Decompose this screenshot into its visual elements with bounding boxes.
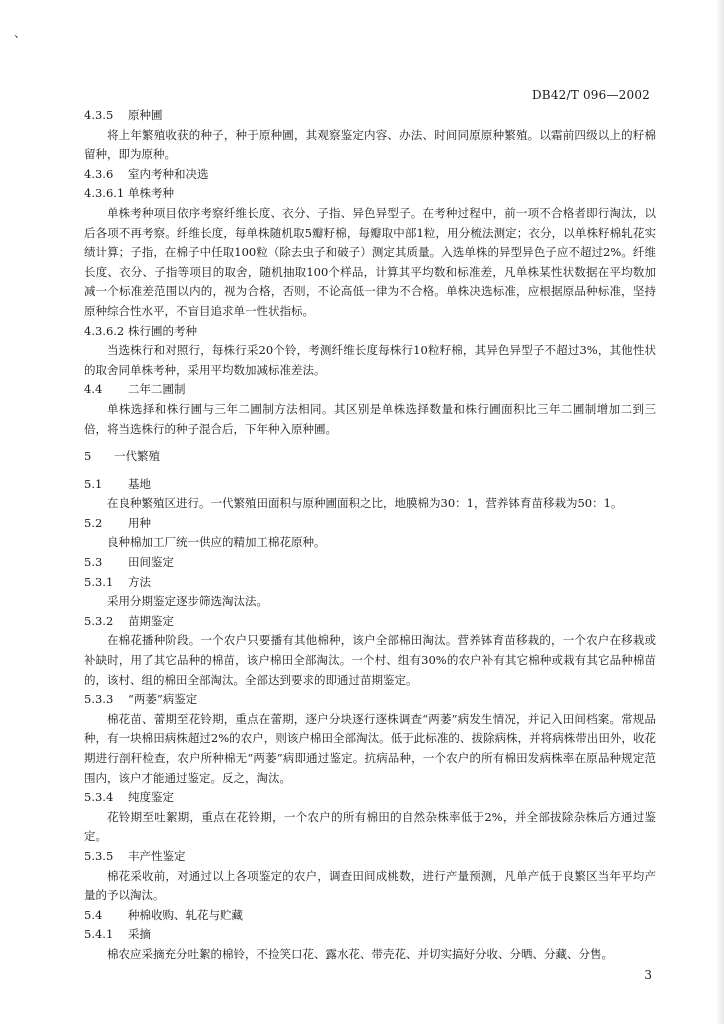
body-paragraph: 在棉花播种阶段。一个农户只要播有其他棉种，该户全部棉田淘汰。营养钵育苗移栽的，一个农户在移栽或补缺时，用了其它品种的棉苗，该户棉田全部淘汰。一个村、组有30%的农户补有其它棉种或栽有其它品种棉苗的，该村、组的棉田全部淘汰。全部达到要求的即通过苗期鉴定。: [84, 633, 656, 687]
section-heading: [84, 847, 656, 867]
body-paragraph: 棉花苗、蕾期至花铃期，重点在蕾期，逐户分块逐行逐株调查“两萎”病发生情况，并记入田间档案。常规品种，有一块棉田病株超过2%的农户，则该户棉田全部淘汰。低于此标准的、拔除病株，并将病株带出田外，收花期进行剖秆检查，农户所种棉无“两萎”病即通过鉴定。抗病品种，一个农户的所有棉田发病株率在原品种规定范围内，该户才能通过鉴定。反之，淘汰。: [84, 711, 656, 785]
section-heading: [84, 514, 656, 534]
section-number: 5.4: [84, 907, 103, 922]
section-number: 4.3.6.1: [84, 186, 125, 201]
section-number: 5: [84, 449, 92, 464]
section-number: 5.3.4: [84, 790, 114, 805]
section-number: 5.3.1: [84, 574, 114, 589]
section-heading: [84, 475, 656, 495]
section-title: “两萎”病鉴定: [128, 692, 198, 707]
body-paragraph: 将上年繁殖收获的种子，种于原种圃，其观察鉴定内容、办法、时间同原原种繁殖。以霜前四级以上的籽棉留种，即为原种。: [84, 127, 656, 162]
section-title: 田间鉴定: [128, 555, 174, 570]
section-number: 5.1: [84, 476, 103, 491]
section-heading: [84, 553, 656, 573]
section-title: 种棉收购、轧花与贮藏: [128, 907, 243, 922]
section-title: 株行圃的考种: [128, 323, 197, 338]
section-heading: [84, 447, 656, 467]
page-number: 3: [644, 968, 652, 982]
section-number: 4.3.6: [84, 166, 114, 181]
section-title: 单株考种: [128, 186, 174, 201]
document-body: [84, 106, 656, 965]
body-paragraph: 单株选择和株行圃与三年二圃制方法相同。其区别是单株选择数量和株行圃面积比三年二圃制增加二到三倍，将当选株行的种子混合后，下年种入原种圃。: [84, 401, 656, 436]
section-title: 基地: [128, 476, 151, 491]
section-number: 5.3: [84, 555, 103, 570]
section-title: 二年二圃制: [128, 382, 186, 397]
section-title: 苗期鉴定: [128, 613, 174, 628]
section-number: 4.3.5: [84, 108, 114, 122]
document-id-header: DB42/T 096—2002: [531, 88, 650, 102]
section-number: 5.3.2: [84, 613, 114, 628]
body-paragraph: 单株考种项目依序考察纤维长度、衣分、子指、异色异型子。在考种过程中，前一项不合格者即行淘汰，以后各项不再考察。纤维长度，每单株随机取5瓣籽棉，每瓣取中部1粒，用分梳法测定；衣分，以单株籽棉轧花实绩计算；子指，在棉子中任取100粒（除去虫子和破子）测定其质量。入选单株的异型异色子应不超过2%。纤维长度、衣分、子指等项目的取舍，随机抽取100个样品，计算其平均数和标准差，凡单株某性状数据在平均数加减一个标准差范围以内的，视为合格，否则，不论高低一律为不合格。单株决选标准，应根据原品种标准，坚持原种综合性水平，不盲目追求单一性状指标。: [84, 205, 656, 318]
section-heading: [84, 788, 656, 808]
section-heading: [84, 380, 656, 400]
section-title: 原种圃: [128, 108, 163, 122]
section-number: 5.4.1: [84, 927, 114, 942]
section-number: 5.2: [84, 515, 103, 530]
section-heading: [84, 573, 656, 593]
section-heading: [84, 165, 656, 185]
body-paragraph: 棉农应采摘充分吐絮的棉铃，不捡笑口花、露水花、带壳花、并切实搞好分收、分晒、分藏、分售。: [107, 946, 613, 961]
section-number: 5.3.3: [84, 692, 114, 707]
scan-edge-shadow: [716, 0, 724, 1024]
body-paragraph: 在良种繁殖区进行。一代繁殖田面积与原种圃面积之比，地膜棉为30：1，营养钵育苗移栽为50：1。: [107, 496, 623, 511]
section-heading: [84, 690, 656, 710]
body-paragraph: 花铃期至吐絮期，重点在花铃期，一个农户的所有棉田的自然杂株率低于2%，并全部拔除杂株后方通过鉴定。: [84, 809, 656, 844]
section-title: 纯度鉴定: [128, 790, 174, 805]
body-paragraph: 良种棉加工厂统一供应的精加工棉花原种。: [107, 535, 326, 550]
section-title: 方法: [128, 574, 151, 589]
section-heading: [84, 906, 656, 926]
section-title: 用种: [128, 515, 151, 530]
section-number: 4.3.6.2: [84, 323, 125, 338]
section-title: 采摘: [128, 927, 151, 942]
section-heading: [84, 184, 656, 204]
section-number: 4.4: [84, 382, 103, 397]
section-heading: [84, 322, 656, 342]
section-number: 5.3.5: [84, 848, 114, 863]
section-title: 丰产性鉴定: [128, 848, 186, 863]
section-title: 一代繁殖: [114, 449, 160, 464]
body-paragraph: 棉花采收前，对通过以上各项鉴定的农户，调查田间成桃数，进行产量预测，凡单产低于良繁区当年平均产量的予以淘汰。: [84, 868, 656, 903]
section-heading: [84, 106, 656, 126]
section-heading: [84, 612, 656, 632]
section-heading: [84, 925, 656, 945]
body-paragraph: 采用分期鉴定逐步筛选淘汰法。: [107, 594, 268, 609]
body-paragraph: 当选株行和对照行，每株行采20个铃，考测纤维长度每株行10粒籽棉，其异色异型子不超过3%，其他性状的取舍同单株考种，采用平均数加减标准差法。: [84, 343, 656, 377]
corner-mark: 、: [14, 26, 27, 40]
section-title: 室内考种和决选: [128, 166, 209, 181]
